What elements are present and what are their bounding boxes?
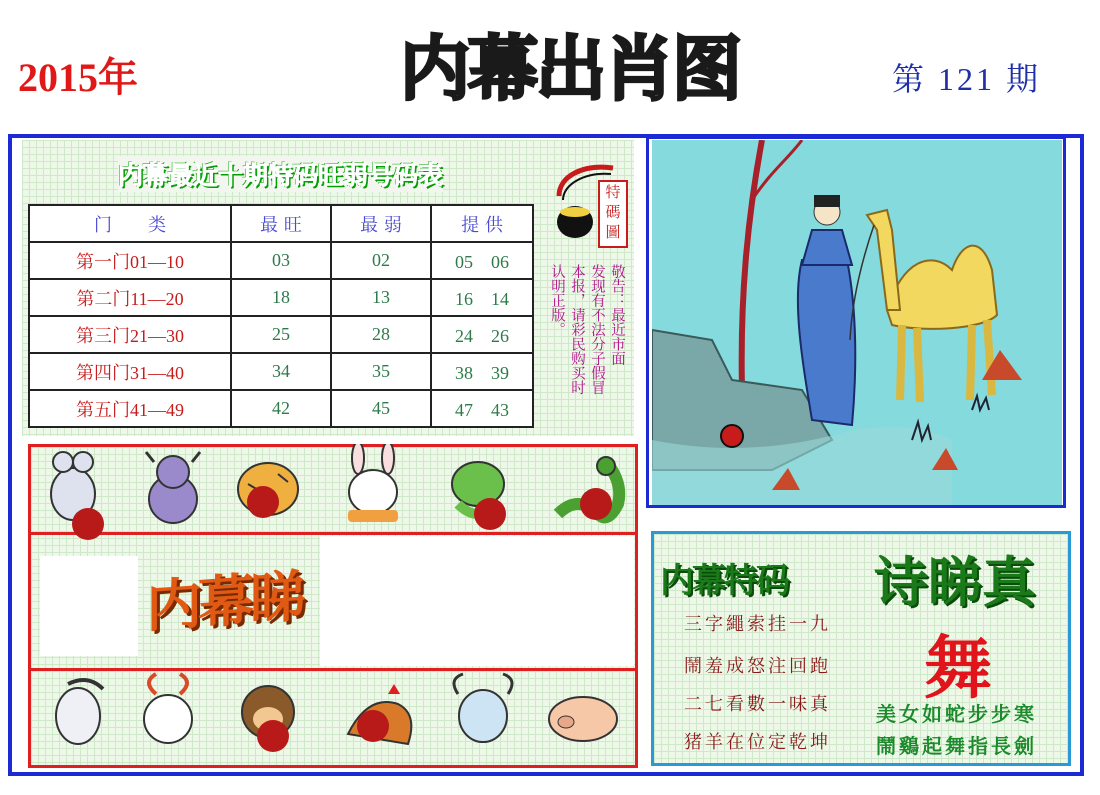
poem-line: 二七看數一味真 [684, 694, 831, 715]
stamp-label: 特碼圖 [598, 180, 628, 248]
table-header-row [29, 205, 533, 242]
title-char: 图 [672, 28, 740, 110]
table-title: 内幕最近十期特码旺弱号码表 [118, 156, 443, 192]
ox-icon [146, 452, 200, 523]
notice-column: 认明正版。 [549, 264, 565, 337]
pig-icon [549, 697, 617, 741]
header-cold: 最 弱 [331, 205, 431, 242]
row-hot: 42 [231, 390, 331, 427]
title-char: 幕 [468, 28, 536, 110]
mark-dot-icon [72, 508, 104, 540]
goat-icon [144, 674, 192, 743]
row-cold: 02 [331, 242, 431, 279]
row-category: 第二门11—20 [29, 279, 231, 316]
year-label: 2015年 [18, 55, 138, 100]
row-hot: 25 [231, 316, 331, 353]
row-category: 第四门31—40 [29, 353, 231, 390]
dog-icon [454, 674, 512, 742]
table-row [29, 390, 533, 427]
row-cold: 13 [331, 279, 431, 316]
poem-line: 猪羊在位定乾坤 [684, 732, 831, 753]
horse-icon [56, 680, 103, 744]
row-category: 第一门01—10 [29, 242, 231, 279]
row-provide: 05 06 [431, 242, 533, 279]
header-provide: 提 供 [431, 205, 533, 242]
zodiac-banner: 内幕睇 [146, 563, 302, 641]
row-cold: 35 [331, 353, 431, 390]
zodiac-animals [28, 444, 638, 768]
poem-line: 三字繩索挂一九 [684, 614, 831, 635]
title-char: 出 [536, 28, 604, 110]
row-hot: 03 [231, 242, 331, 279]
rabbit-icon [348, 444, 398, 522]
header-hot: 最 旺 [231, 205, 331, 242]
mark-dot-icon [247, 486, 279, 518]
poem-line: 鬧羞成怒注回跑 [684, 656, 831, 677]
row-provide: 16 14 [431, 279, 533, 316]
row-hot: 34 [231, 353, 331, 390]
poem-right-line: 美女如蛇步步寒 [876, 702, 1037, 726]
table-row [29, 279, 533, 316]
title-char: 内 [400, 28, 468, 110]
row-cold: 45 [331, 390, 431, 427]
issue-number: 第 121 期 [892, 61, 1042, 97]
row-provide: 38 39 [431, 353, 533, 390]
main-title [400, 30, 740, 108]
notice-column: 本报，请彩民购买时 [569, 264, 585, 395]
table-row [29, 316, 533, 353]
poem-title-big: 诗睇真 [874, 550, 1036, 614]
row-category: 第五门41—49 [29, 390, 231, 427]
mark-dot-icon [257, 720, 289, 752]
mark-dot-icon [357, 710, 389, 742]
notice-column: 发现有不法分子假冒 [589, 264, 605, 395]
table-row [29, 353, 533, 390]
row-hot: 18 [231, 279, 331, 316]
scholar-camel-painting [652, 140, 1062, 505]
header-category: 门 类 [29, 205, 231, 242]
hot-cold-table [28, 204, 534, 428]
title-char: 肖 [604, 28, 672, 110]
mark-dot-icon [474, 498, 506, 530]
poem-right-line: 鬧鷄起舞指長劍 [876, 734, 1037, 758]
notice-column: 敬告：最近市面 [609, 264, 625, 366]
table-row [29, 242, 533, 279]
red-seal [721, 425, 743, 447]
mark-dot-icon [580, 488, 612, 520]
row-cold: 28 [331, 316, 431, 353]
row-provide: 47 43 [431, 390, 533, 427]
poem-title: 内幕特码 [660, 561, 788, 601]
notice [548, 264, 626, 434]
poem-keyword: 舞 [924, 629, 993, 709]
row-provide: 24 26 [431, 316, 533, 353]
row-category: 第三门21—30 [29, 316, 231, 353]
